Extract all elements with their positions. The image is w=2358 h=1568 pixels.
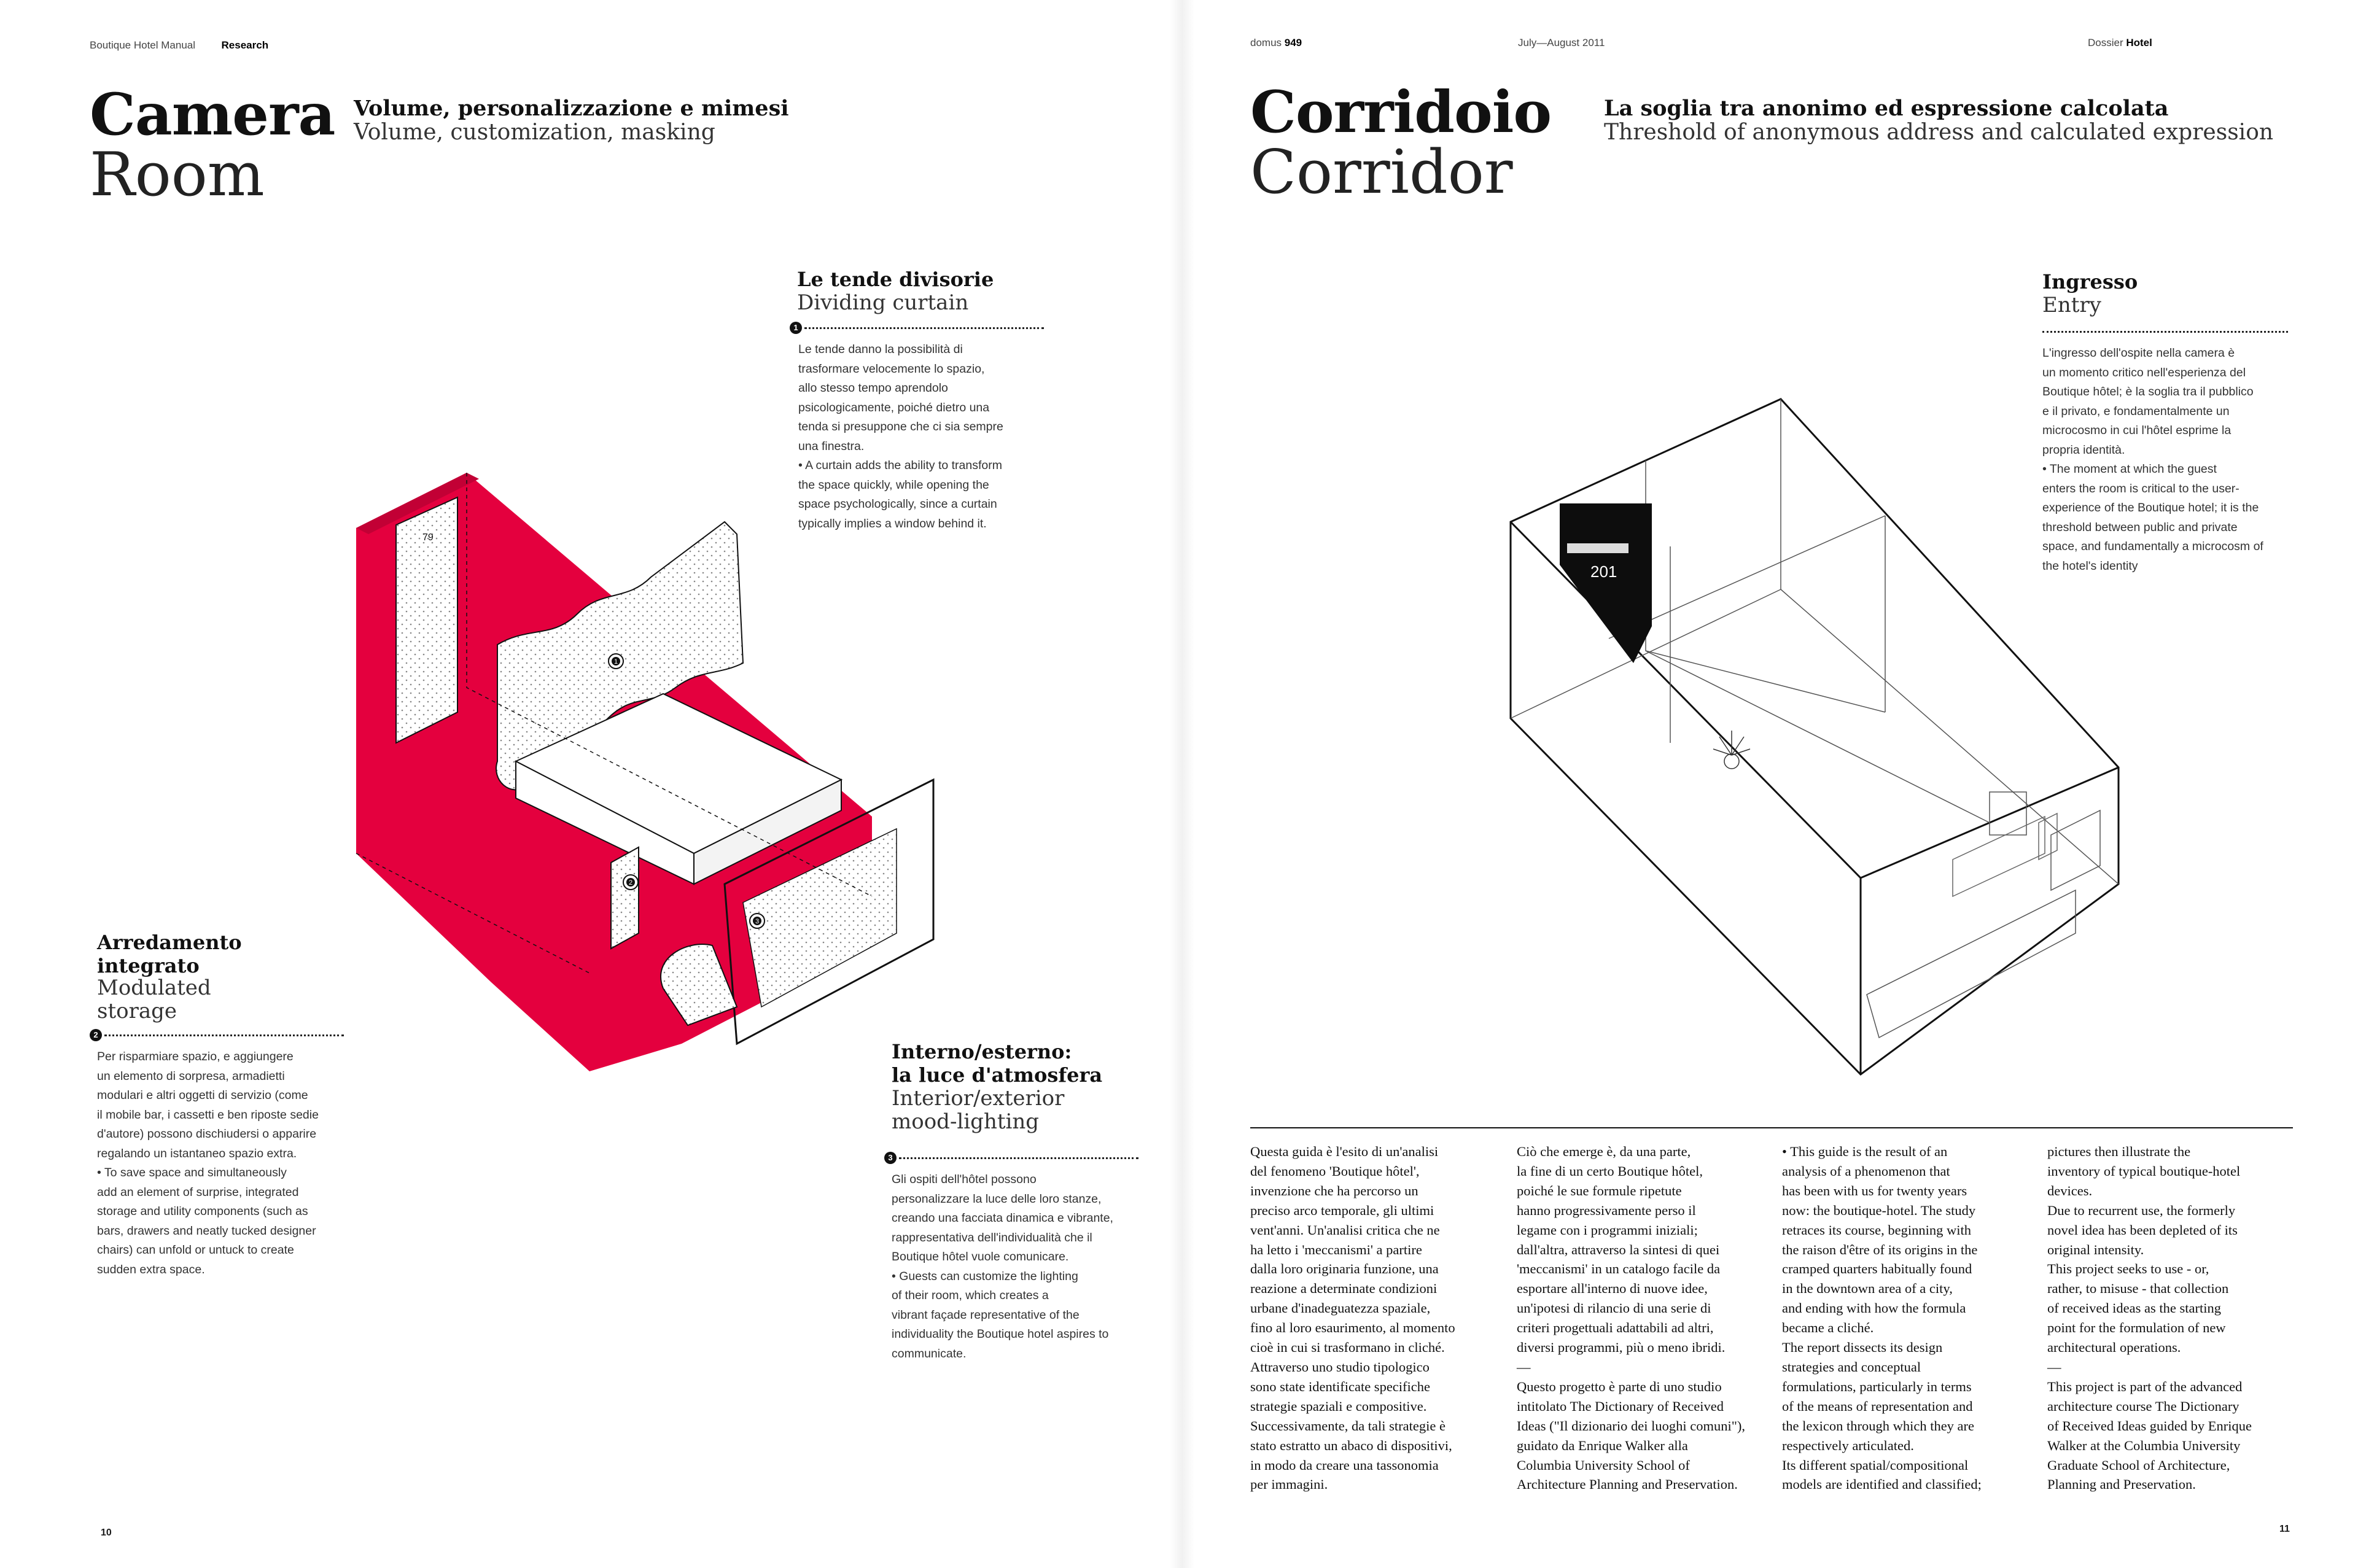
callout-2-title-en: Modulated storage [97,976,211,1023]
running-section: Research [221,39,269,51]
body-column-1: Questa guida è l'esito di un'analisi del fenomeno 'Boutique hôtel', invenzione che ha percorso un preciso arco temporale, gli ultimi vent'anni. Un'analisi critica che ne ha letto i 'meccanismi' a partire dalla loro originaria funzione, una reazione a determinate condizioni urbane d'inadeguatezza spaziale, fino al loro esaurimento, al momento cioè in cui si trasformano in cliché. Attraverso uno studio tipologico sono state identificate specifiche strategie spaziali e compositive. Successivamente, da tali strategie è stato estratto un abaco di dispositivi, in modo da creare una tassonomia per immagini. [1250,1144,1455,1492]
callout-3-divider [899,1157,1138,1159]
body-column-2: Ciò che emerge è, da una parte, la fine di un certo Boutique hôtel, poiché le sue formule ripetute hanno progressivamente perso il legame con i programmi iniziali; dall'altra, attraverso la sintesi di quei 'meccanismi' in un catalogo facile da esportare all'interno di nuove idee, un'ipotesi di rilancio di una serie di criteri progettuali adattabili ad altri, diversi programmi, più o meno ibridi. — Questo progetto è parte di uno studio intitolato The Dictionary of Received Ideas ("Il dizionario dei luoghi comuni"), guidato da Enrique Walker alla Columbia University School of Architecture Planning and Preservation. [1517,1144,1746,1492]
callout-2-divider [104,1034,344,1036]
running-header-left [90,39,268,52]
marker-3 [750,914,765,928]
plant-illustration [1713,731,1750,769]
running-magazine: domus [1250,37,1282,49]
callout-3-title-it: Interno/esterno: la luce d'atmosfera [892,1040,1103,1087]
svg-text:2: 2 [628,879,633,887]
callout-1-text: Le tende danno la possibilità di trasformare velocemente lo spazio, allo stesso tempo aprendolo psicologicamente, poiché dietro una tenda si presuppone che ci sia sempre una finestra. • A curtain adds the ability to transform the space quickly, while opening the space psychologically, since a curtain typically implies a window behind it. [798,343,1003,530]
callout-1-number-badge: 1 [790,322,802,334]
entry-title-it: Ingresso [2042,270,2138,293]
page-subtitle-it-right: La soglia tra anonimo ed espressione calcolata [1604,96,2169,121]
page-subtitle-en-right: Threshold of anonymous address and calculated expression [1604,120,2274,145]
spine-gutter [1170,0,1194,1568]
callout-1-title-it: Le tende divisorie [797,268,994,291]
chair-sketch [2039,813,2057,860]
corridor-axonometric-drawing [1498,393,2137,1093]
callout-1-divider [804,327,1044,329]
callout-2-number-badge: 2 [90,1029,102,1041]
marker-1 [609,654,623,669]
callout-2-title-it: Arredamento integrato [97,931,242,977]
running-dossier-group [2088,37,2152,49]
running-topic: Hotel [2126,37,2152,49]
callout-1-title-en: Dividing curtain [797,290,969,315]
door-plate [1567,543,1628,553]
callout-3-number-badge: 3 [884,1152,897,1164]
running-date: July—August 2011 [1518,37,1605,49]
corridor-box-outline [1511,399,2119,1074]
page-title-it: Camera [90,81,335,149]
running-issue: 949 [1284,37,1302,49]
callout-3-title-en: Interior/exterior mood-lighting [892,1086,1065,1134]
room-door-201 [1560,503,1652,663]
running-header-right [1250,37,2208,49]
marker-2 [623,875,638,890]
bed-sketch [1953,817,2045,896]
page-title-en-right: Corridor [1250,138,1513,208]
page-title-it-right: Corridoio [1250,79,1552,146]
page-number-right: 11 [2279,1524,2290,1534]
page-title-en: Room [90,140,265,210]
door-number-201: 201 [1590,562,1617,581]
body-text-rule [1250,1127,2293,1128]
storage-panel [611,847,639,949]
page-number-left: 10 [101,1527,112,1538]
svg-text:3: 3 [755,918,760,925]
callout-2-text: Per risparmiare spazio, e aggiungere un elemento di sorpresa, armadietti modulari e altri oggetti di servizio (come il mobile bar, i cassetti e ben riposte sedie d'autore) possono dischiudersi o apparire regalando un istantaneo spazio extra. • To save space and simultaneously add an element of surprise, integrated storage and utility components (such as bars, drawers and neatly tucked designer chairs) can unfold or untuck to create sudden extra space. [97,1050,319,1276]
entry-text: L'ingresso dell'ospite nella camera è un momento critico nell'esperienza del Boutique hôtel; è la soglia tra il pubblico e il privato, e fondamentalmente un microcosmo in cui l'hôtel esprime la propria identità. • The moment at which the guest enters the room is critical to the user- experience of the Boutique hotel; it is the threshold between public and private space, and fundamentally a microcosm of the hotel's identity [2042,346,2263,573]
running-title: Boutique Hotel Manual [90,39,196,51]
entry-title-en: Entry [2042,293,2101,317]
body-column-3: • This guide is the result of an analysis of a phenomenon that has been with us for twenty years now: the boutique-hotel. The study retraces its course, beginning with the raison d'être of its origins in the cramped quarters habitually found in the downtown area of a city, and ending with how the formula became a cliché. The report dissects its design strategies and conceptual formulations, particularly in terms of the means of representation and the lexicon through which they are respectively articulated. Its different spatial/compositional models are identified and classified; [1782,1144,1982,1492]
body-column-4: pictures then illustrate the inventory of typical boutique-hotel devices. Due to recurrent use, the formerly novel idea has been depleted of its original intensity. This project seeks to use - or, rather, to misuse - that collection of received ideas as the starting point for the formulation of new architectural operations. — This project is part of the advanced architecture course The Dictionary of Received Ideas guided by Enrique Walker at the Columbia University Graduate School of Architecture, Planning and Preservation. [2047,1144,2252,1492]
callout-3-text: Gli ospiti dell'hôtel possono personalizzare la luce delle loro stanze, creando una facciata dinamica e vibrante, rappresentativa dell'individualità che il Boutique hôtel vuole comunicare. • Guests can customize the lighting of their room, which creates a vibrant façade representative of the individuality the Boutique hotel aspires to communicate. [892,1173,1113,1360]
running-dossier: Dossier [2088,37,2123,49]
svg-text:1: 1 [613,658,618,666]
entry-divider [2042,331,2288,333]
door-number-79: 79 [422,532,434,543]
page-subtitle-en: Volume, customization, masking [354,120,715,145]
page-subtitle-it: Volume, personalizzazione e mimesi [354,96,789,121]
corridor-inner-lines [1511,399,2119,1038]
room-axonometric-drawing [344,454,982,1081]
